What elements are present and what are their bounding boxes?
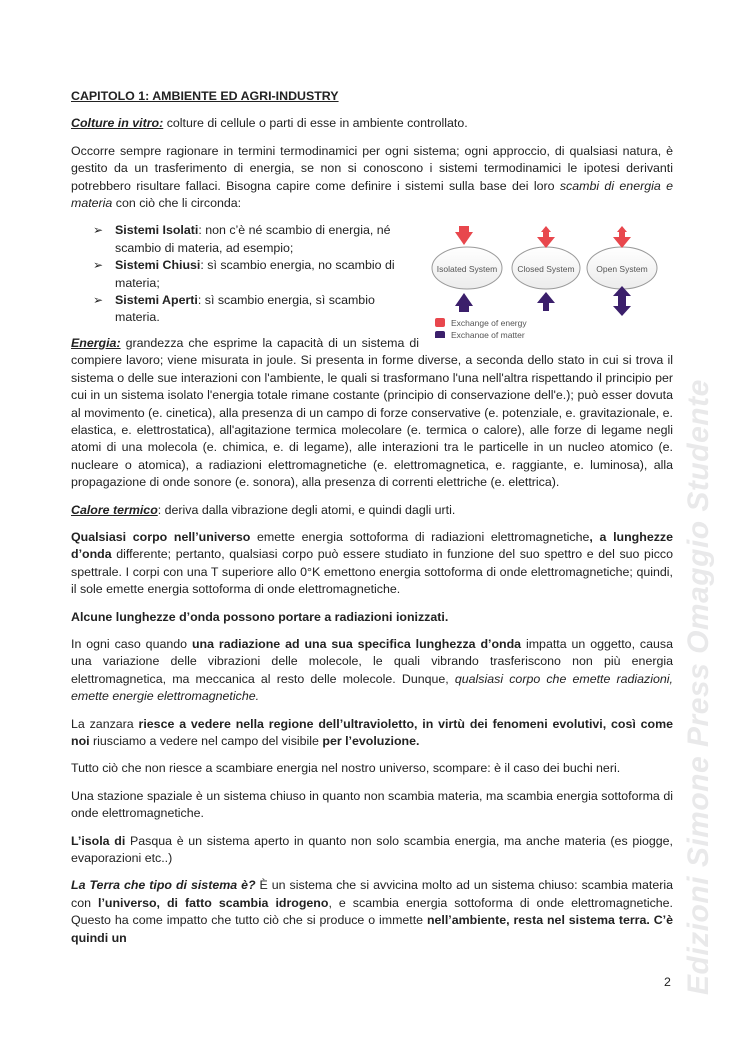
paragraph-text: grandezza che esprime la capacità di un sistema di compiere lavoro; viene misurata in joule. Si presenta in forme diverse, a seconda dello stato in cui si trova il sistema o delle sue interazioni con l'ambiente, le quali si trasformano l'una nell'altra rispettando il principio per cui in un sistema isolato l'energia totale rimane costante (principio di conservazione dell'e.); può esser dovuta al movimento (e. cinetica), alla presenza di un campo di forze conservative (e. potenziale, e. gravitazionale, e. elastica, e. elettrostatica), all'agitazione termica molecolare (e. termica o calore), alle forze di legame negli atomi di una molecola (e. chimica, e. di legame), alle interazioni tra le particelle in un nucleo atomico (e. nucleare o atomica), a radiazioni elettromagnetiche (e. elettromagnetica, e. raggiante, e. luminosa), alla propagazione di onde sonore (e. sonora), alla presenza di correnti elettriche (e. elettrica). — [71, 335, 673, 490]
paragraph-calore — [71, 502, 673, 519]
matter-legend-swatch — [435, 331, 445, 338]
bold-text: Qualsiasi corpo nell’universo — [71, 529, 251, 544]
bullet-text: : sì scambio energia, no scambio di materia; — [115, 258, 395, 290]
list-item — [71, 292, 673, 327]
bold-text: per l’evoluzione. — [322, 734, 420, 748]
paragraph-energia — [71, 335, 673, 492]
paragraph-text: Occorre sempre ragionare in termini termodinamici per ogni sistema; ogni approccio, di qualsiasi natura, è gestito da un trasferimento di energia, se non si conoscono i sistemi termodinamici le ipotesi derivanti potrebbero risultare fallaci. Bisogna capire come definire i sistemi sulla base dei loro — [71, 143, 673, 193]
bullet-term: Sistemi Isolati — [115, 223, 199, 238]
paragraph-zanzara — [71, 716, 673, 751]
term-colture: Colture in vitro: — [71, 116, 164, 131]
emphasis-text: qualsiasi corpo che emette radiazioni, emette energie elettromagnetiche. — [71, 671, 673, 704]
paragraph-text: riusciamo a vedere nel campo del visibile — [89, 734, 323, 748]
term-energia: Energia: — [71, 335, 121, 350]
bold-text: riesce a vedere nella regione dell’ultravioletto, in virtù dei fenomeni evolutivi, così come noi — [71, 716, 673, 748]
bold-text: L’isola di — [71, 833, 126, 848]
open-system-label: Open System — [596, 264, 648, 275]
page-number: 2 — [664, 975, 671, 989]
list-item — [71, 222, 673, 257]
bold-text: l’universo, di fatto scambia idrogeno — [98, 895, 329, 910]
paragraph-stazione: Una stazione spaziale è un sistema chiuso in quanto non scambia materia, ma scambia energia sottoforma di onde elettromagnetiche. — [71, 788, 673, 821]
arrow-bullet-icon: ➢ — [93, 223, 104, 238]
system-types-list — [71, 222, 673, 329]
question-text: La Terra che tipo di sistema è? — [71, 878, 256, 893]
bold-text: , a lunghezze d’onda — [71, 529, 673, 562]
paragraph-text: differente; pertanto, qualsiasi corpo può essere studiato in funzione del suo spettro e del suo picco spettrale. I corpi con una T superiore allo 0°K emettono energia sottoforma di onde elettromagnetiche; quindi, il sole emette energia sottoforma di onde elettromagnetiche. — [71, 547, 673, 597]
paragraph-pasqua — [71, 833, 673, 868]
closed-system-label: Closed System — [517, 264, 575, 275]
isolated-system-label: Isolated System — [436, 264, 498, 275]
paragraph-text: con ciò che li circonda: — [112, 196, 242, 211]
arrow-bullet-icon: ➢ — [93, 293, 104, 308]
paragraph-text: : deriva dalla vibrazione degli atomi, e quindi dagli urti. — [157, 502, 456, 517]
matter-legend-label: Exchange of matter — [451, 330, 525, 339]
paragraph-terra — [71, 877, 673, 947]
paragraph-corpo — [71, 529, 673, 599]
bullet-term: Sistemi Aperti — [115, 293, 198, 308]
term-calore: Calore termico — [71, 502, 158, 517]
emphasis-text: scambi di energia e materia — [71, 178, 673, 211]
paragraph-text: In ogni caso quando — [71, 636, 192, 651]
bullet-text: : sì scambio energia, sì scambio materia. — [115, 293, 375, 325]
paragraph-caso — [71, 636, 673, 706]
paragraph-ionizzati: Alcune lunghezze d’onda possono portare a radiazioni ionizzati. — [71, 609, 449, 624]
paragraph-text: La zanzara — [71, 716, 139, 731]
bullet-term: Sistemi Chiusi — [115, 258, 201, 273]
bold-text: nell’ambiente, resta nel sistema terra. C’è quindi un — [71, 913, 673, 945]
bold-text: una radiazione ad una sua specifica lunghezza d’onda — [191, 636, 522, 651]
bullet-text: : non c’è né scambio di energia, né scambio di materia, ad esempio; — [115, 223, 391, 255]
watermark: Edizioni Simone Press Omaggio Studente — [682, 379, 715, 995]
paragraph-text: impatta un oggetto, causa una variazione delle vibrazioni delle molecole, le quali vibrando trasferiscono non più energia elettromagnetica, ma meccanica al resto delle molecole. Dunque, — [71, 636, 673, 686]
paragraph-text: colture di cellule o parti di esse in ambiente controllato. — [163, 116, 468, 131]
list-item — [71, 257, 673, 292]
paragraph-colture — [71, 115, 673, 132]
document-page — [71, 88, 673, 957]
paragraph-buchi-neri: Tutto ciò che non riesce a scambiare energia nel nostro universo, scompare: è il caso dei buchi neri. — [71, 761, 621, 776]
chapter-title: CAPITOLO 1: AMBIENTE ED AGRI-INDUSTRY — [71, 89, 339, 103]
paragraph-intro — [71, 143, 673, 213]
arrow-bullet-icon: ➢ — [93, 258, 104, 273]
paragraph-text: emette energia sottoforma di radiazioni elettromagnetiche — [250, 529, 590, 544]
paragraph-text: Pasqua è un sistema aperto in quanto non solo scambia energia, ma anche materia (es piogge, evaporazioni etc..) — [71, 833, 673, 866]
paragraph-text: È un sistema che si avvicina molto ad un sistema chiuso: scambia materia con — [71, 878, 674, 910]
paragraph-text: , e scambia energia sottoforma di onde elettromagnetiche. Questo ha come impatto che tutto ciò che si produce o immette — [71, 895, 674, 928]
energy-legend-label: Exchange of energy — [451, 318, 527, 329]
